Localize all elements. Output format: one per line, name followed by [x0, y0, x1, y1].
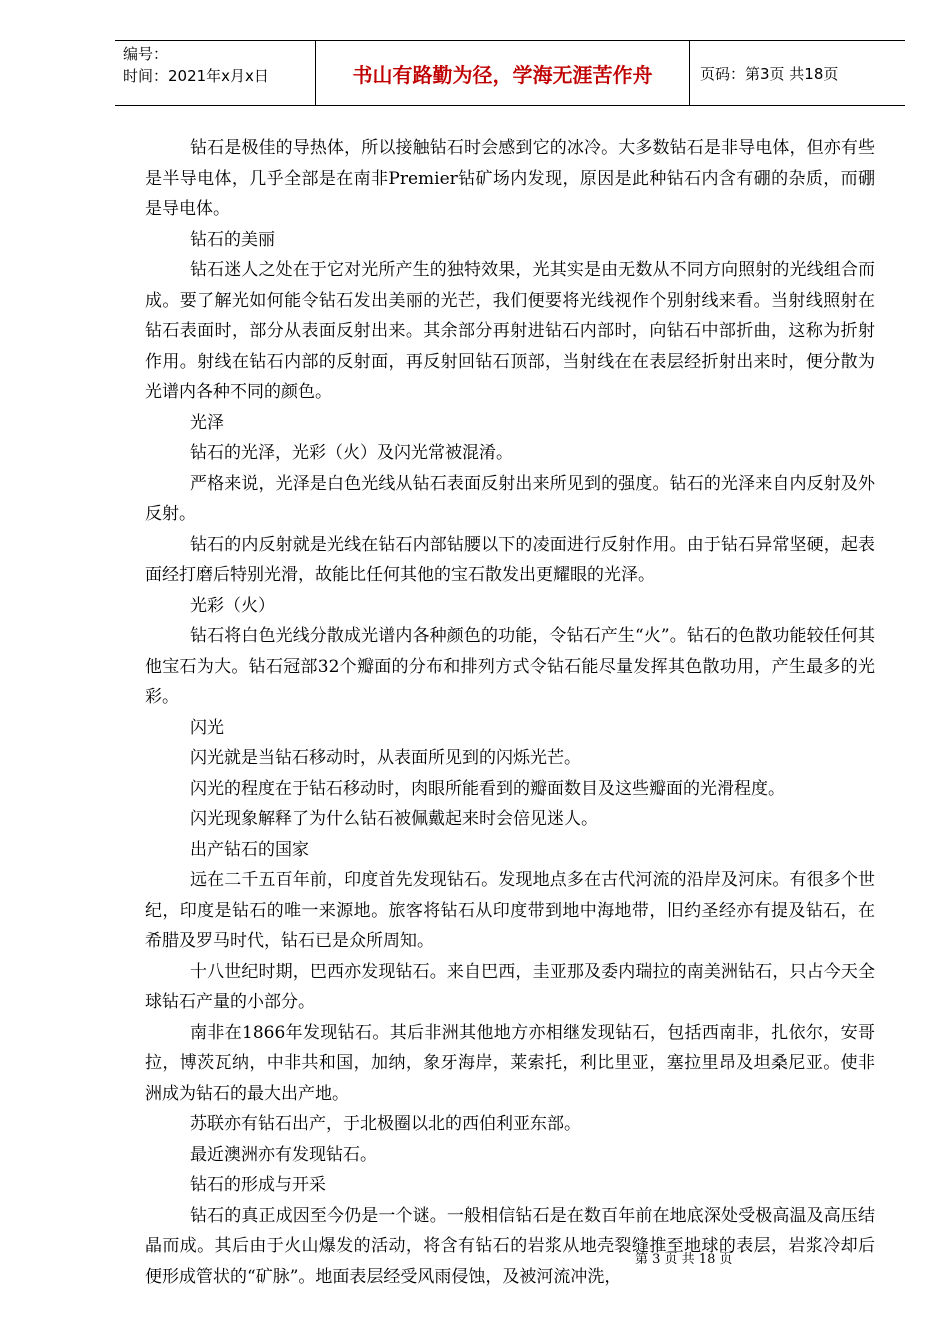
header-page-label: 页码：第3页 共18页	[700, 64, 839, 83]
section-heading: 出产钻石的国家	[190, 839, 309, 860]
header-meta	[115, 41, 316, 105]
paragraph: 钻石的真正成因至今仍是一个谜。一般相信钻石是在数百年前在地底深处受极高温及高压结晶而成。其后由于火山爆发的活动，将含有钻石的岩浆从地壳裂缝推至地球的表层，岩浆冷却后便形成管状的“矿脉”。地面表层经受风雨侵蚀，及被河流冲洗，	[145, 1205, 875, 1287]
paragraph: 闪光的程度在于钻石移动时，肉眼所能看到的瓣面数目及这些瓣面的光滑程度。	[190, 778, 785, 799]
section-heading: 钻石的美丽	[190, 229, 275, 250]
paragraph: 苏联亦有钻石出产，于北极圈以北的西伯利亚东部。	[190, 1114, 581, 1134]
paragraph: 闪光现象解释了为什么钻石被佩戴起来时会倍见迷人。	[190, 809, 598, 829]
section-heading: 闪光	[190, 717, 224, 738]
paragraph: 最近澳洲亦有发现钻石。	[190, 1144, 377, 1165]
paragraph: 远在二千五百年前，印度首先发现钻石。发现地点多在古代河流的沿岸及河床。有很多个世纪，印度是钻石的唯一来源地。旅客将钻石从印度带到地中海地带，旧约圣经亦有提及钻石，在希腊及罗马时代，钻石已是众所周知。	[145, 870, 875, 951]
document-body	[145, 133, 875, 1292]
section-heading: 光泽	[190, 412, 224, 433]
paragraph: 钻石将白色光线分散成光谱内各种颜色的功能，令钻石产生“火”。钻石的色散功能较任何其他宝石为大。钻石冠部32个瓣面的分布和排列方式令钻石能尽量发挥其色散功用，产生最多的光彩。	[145, 626, 875, 707]
header-motto: 书山有路勤为径，学海无涯苦作舟	[316, 41, 690, 105]
paragraph: 十八世纪时期，巴西亦发现钻石。来自巴西，圭亚那及委内瑞拉的南美洲钻石，只占今天全球钻石产量的小部分。	[145, 961, 875, 1012]
number-label: 编号：	[123, 45, 169, 63]
paragraph: 闪光就是当钻石移动时，从表面所见到的闪烁光芒。	[190, 748, 581, 768]
paragraph: 南非在1866年发现钻石。其后非洲其他地方亦相继发现钻石，包括西南非，扎依尔，安哥拉，博茨瓦纳，中非共和国，加纳，象牙海岸，莱索托，利比里亚，塞拉里昂及坦桑尼亚。使非洲成为钻石的最大出产地。	[145, 1022, 875, 1104]
section-heading: 钻石的形成与开采	[190, 1175, 326, 1195]
time-label: 时间：2021年x月x日	[123, 67, 269, 85]
paragraph: 钻石的光泽，光彩（火）及闪光常被混淆。	[190, 443, 513, 463]
page-header	[115, 40, 905, 106]
page-footer: 第 3 页 共 18 页	[635, 1252, 733, 1267]
paragraph: 严格来说，光泽是白色光线从钻石表面反射出来所见到的强度。钻石的光泽来自内反射及外反射。	[145, 473, 875, 524]
paragraph: 钻石是极佳的导热体，所以接触钻石时会感到它的冰冷。大多数钻石是非导电体，但亦有些是半导电体，几乎全部是在南非Premier钻矿场内发现，原因是此种钻石内含有硼的杂质，而硼是导电体。	[145, 138, 875, 219]
paragraph: 钻石的内反射就是光线在钻石内部钻腰以下的凌面进行反射作用。由于钻石异常坚硬，起表面经打磨后特别光滑，故能比任何其他的宝石散发出更耀眼的光泽。	[145, 534, 875, 585]
paragraph: 钻石迷人之处在于它对光所产生的独特效果，光其实是由无数从不同方向照射的光线组合而成。要了解光如何能令钻石发出美丽的光芒，我们便要将光线视作个别射线来看。当射线照射在钻石表面时，部分从表面反射出来。其余部分再射进钻石内部时，向钻石中部折曲，这称为折射作用。射线在钻石内部的反射面，再反射回钻石顶部，当射线在在表层经折射出来时，便分散为光谱内各种不同的颜色。	[145, 260, 875, 402]
section-heading: 光彩（火）	[190, 595, 275, 616]
